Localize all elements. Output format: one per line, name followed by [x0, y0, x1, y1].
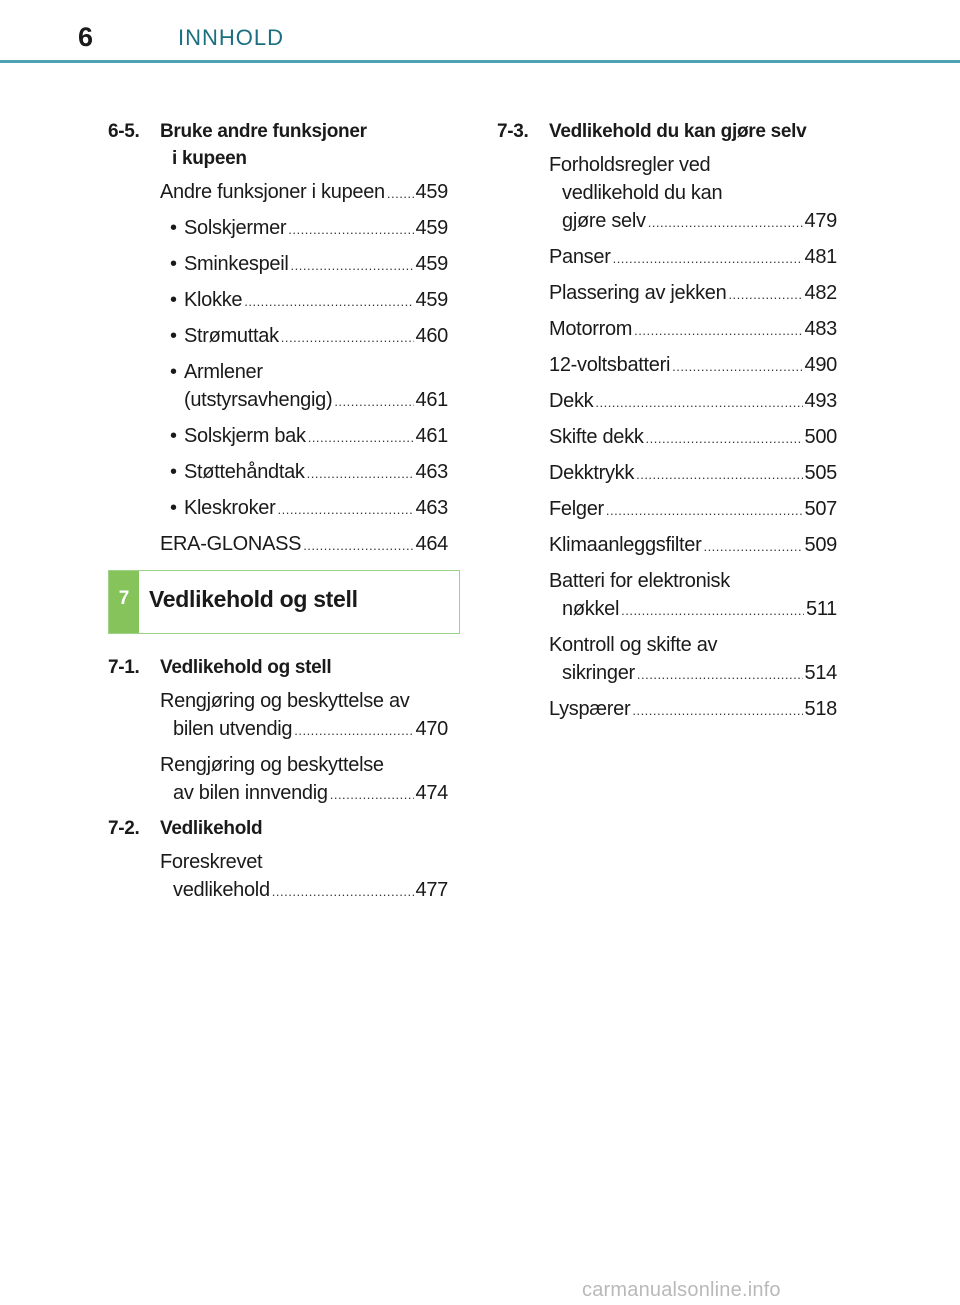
page-ref: 470 [415, 718, 448, 740]
watermark: carmanualsonline.info [582, 1279, 781, 1301]
toc-entry[interactable]: 12-voltsbatteri ..... 490 [549, 351, 837, 381]
section-heading-7-3 [497, 118, 837, 145]
section-title: Vedlikehold og stell [160, 657, 332, 678]
page-ref: 459 [415, 181, 448, 203]
page-ref: 500 [804, 426, 837, 448]
toc-entry[interactable]: Rengjøring og beskyttelse av bilen innvendig ..... 474 [160, 751, 448, 809]
bullet-icon: • [170, 289, 177, 311]
toc-subentry[interactable]: • Sminkespeil ..... 459 [184, 250, 448, 280]
toc-entry[interactable]: Klimaanleggsfilter ..... 509 [549, 531, 837, 561]
toc-entry[interactable]: Lyspærer ..... 518 [549, 695, 837, 725]
section-number: 7-3. [497, 121, 529, 142]
toc-entry[interactable]: Skifte dekk ..... 500 [549, 423, 837, 453]
page-ref: 459 [415, 253, 448, 275]
section-number: 7-1. [108, 657, 140, 678]
page-ref: 459 [415, 217, 448, 239]
toc-subentry[interactable]: • Støttehåndtak ..... 463 [184, 458, 448, 488]
toc-entry[interactable]: Andre funksjoner i kupeen ..... 459 [160, 178, 448, 208]
toc-subentry[interactable]: • Kleskroker ..... 463 [184, 494, 448, 524]
page-ref: 459 [415, 289, 448, 311]
toc-subentry[interactable]: • Solskjermer ..... 459 [184, 214, 448, 244]
page-ref: 481 [804, 246, 837, 268]
toc-entry[interactable]: Batteri for elektronisk nøkkel ..... 511 [549, 567, 837, 625]
page-ref: 463 [415, 497, 448, 519]
chapter-banner[interactable] [108, 570, 460, 634]
section-heading-7-2 [108, 815, 448, 842]
toc-entry[interactable]: Dekktrykk ..... 505 [549, 459, 837, 489]
bullet-icon: • [170, 253, 177, 275]
page-ref: 514 [804, 662, 837, 684]
toc-entry[interactable]: Rengjøring og beskyttelse av bilen utvendig ..... 470 [160, 687, 448, 745]
page-ref: 461 [415, 425, 448, 447]
bullet-icon: • [170, 325, 177, 347]
bullet-icon: • [170, 361, 177, 383]
toc-entry[interactable]: Felger ..... 507 [549, 495, 837, 525]
page-ref: 509 [804, 534, 837, 556]
toc-entry[interactable]: Motorrom ..... 483 [549, 315, 837, 345]
section-title: Vedlikehold du kan gjøre selv [549, 121, 807, 142]
page-ref: 482 [804, 282, 837, 304]
page-ref: 493 [804, 390, 837, 412]
page-ref: 463 [415, 461, 448, 483]
page-ref: 461 [415, 389, 448, 411]
page-ref: 490 [804, 354, 837, 376]
header-title: INNHOLD [178, 25, 285, 50]
right-column [497, 118, 837, 731]
section-title: Bruke andre funksjoner i kupeen [160, 121, 367, 169]
page-ref: 507 [804, 498, 837, 520]
toc-entry[interactable]: Forholdsregler ved vedlikehold du kan gjøre selv ..... 479 [549, 151, 837, 237]
section-heading-6-5 [108, 118, 448, 172]
toc-entry[interactable]: Dekk ..... 493 [549, 387, 837, 417]
bullet-icon: • [170, 425, 177, 447]
toc-subentry[interactable]: • Strømuttak ..... 460 [184, 322, 448, 352]
header-rule [0, 60, 960, 63]
toc-subentry[interactable]: • Klokke ..... 459 [184, 286, 448, 316]
section-title: Vedlikehold [160, 818, 263, 839]
page-ref: 505 [804, 462, 837, 484]
toc-entry[interactable]: ERA-GLONASS ..... 464 [160, 530, 448, 560]
page-ref: 479 [804, 210, 837, 232]
page-ref: 464 [415, 533, 448, 555]
page-ref: 518 [804, 698, 837, 720]
section-number: 6-5. [108, 121, 140, 142]
toc-subentry[interactable]: • Armlener (utstyrsavhengig) ..... 461 [184, 358, 448, 416]
toc-entry[interactable]: Foreskrevet vedlikehold ..... 477 [160, 848, 448, 906]
left-column [108, 118, 448, 912]
page-ref: 483 [804, 318, 837, 340]
section-number: 7-2. [108, 818, 140, 839]
bullet-icon: • [170, 461, 177, 483]
page-header [0, 0, 960, 64]
toc-subentry[interactable]: • Solskjerm bak ..... 461 [184, 422, 448, 452]
toc-entry[interactable]: Kontroll og skifte av sikringer ..... 514 [549, 631, 837, 689]
toc-entry[interactable]: Plassering av jekken ..... 482 [549, 279, 837, 309]
toc-entry[interactable]: Panser ..... 481 [549, 243, 837, 273]
chapter-title: Vedlikehold og stell [149, 586, 358, 612]
page-ref: 474 [415, 782, 448, 804]
section-heading-7-1 [108, 654, 448, 681]
page-ref: 511 [806, 598, 837, 620]
page-ref: 477 [415, 879, 448, 901]
bullet-icon: • [170, 497, 177, 519]
bullet-icon: • [170, 217, 177, 239]
chapter-number-tab: 7 [109, 571, 139, 633]
page-ref: 460 [415, 325, 448, 347]
page-number: 6 [78, 22, 94, 52]
leader-dots [387, 180, 414, 208]
